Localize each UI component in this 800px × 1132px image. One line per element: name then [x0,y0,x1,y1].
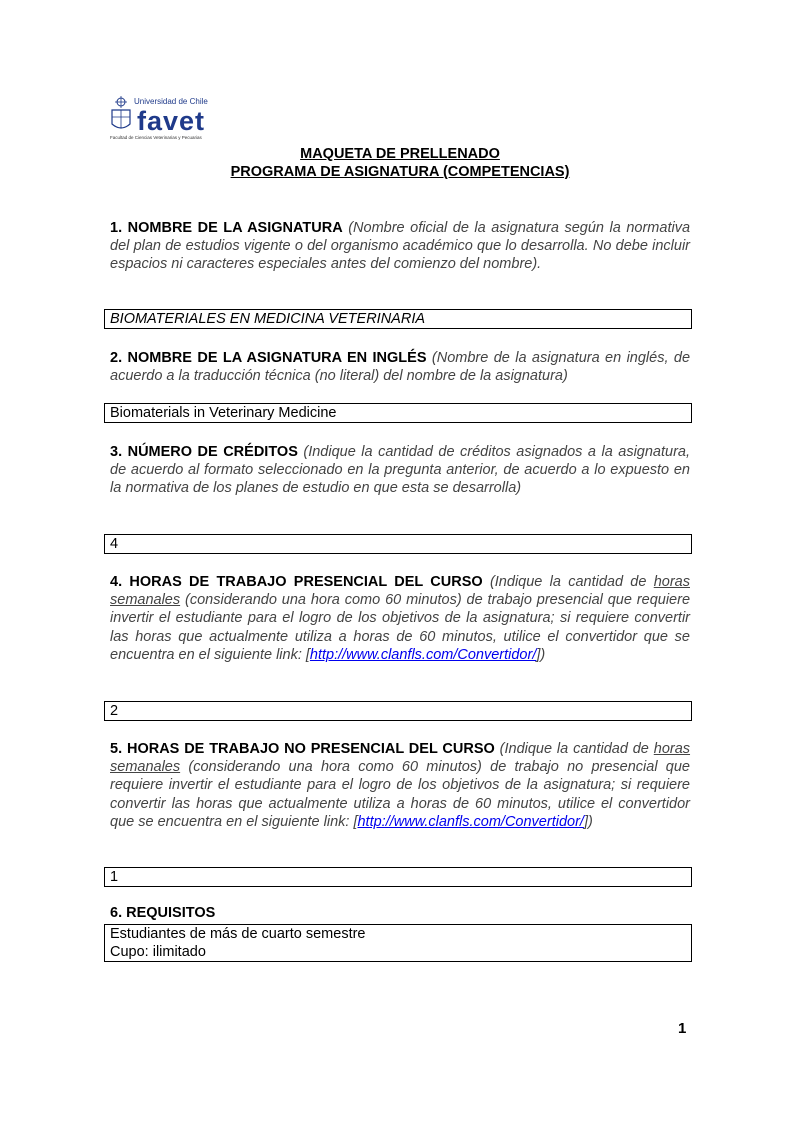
description-part: ]) [536,646,546,663]
requisitos-field[interactable] [104,924,692,962]
description-part: (Indique la cantidad de [489,574,647,590]
faculty-subtitle: Facultad de Ciencias Veterinarias y Pecuarias [110,135,202,140]
subject-name-field[interactable]: BIOMATERIALES EN MEDICINA VETERINARIA [104,309,692,329]
presential-hours-field[interactable]: 2 [104,701,692,721]
section-5 [110,740,690,831]
university-seal-icon [110,96,132,132]
section-description: (Indique la cantidad de créditos asignados a la asignatura, de acuerdo al formato seleccionado en la pregunta anterior, de acuerdo a lo expuesto en la normativa de los planes de estudio en que esta se desarrolla) [110,444,691,497]
section-4 [110,573,690,664]
weekly-hours-underline: horas semanales [110,574,690,609]
credits-field[interactable]: 4 [104,534,692,554]
non-presential-hours-field[interactable]: 1 [104,867,692,887]
description-part: (Indique la cantidad de [499,741,649,757]
description-part: (considerando una hora como 60 minutos) de trabajo no presencial que requiere invertir el estudiante para el logro de los objetivos de la asignatura; si requiere convertir las horas que actualmente utiliza a horas de 60 minutos, utilice el convertidor que se encuentra en el siguiente link: [ [110,759,690,830]
section-heading: NOMBRE DE LA ASIGNATURA EN INGLÉS [127,350,427,366]
section-description: (Nombre oficial de la asignatura según la normativa del plan de estudios vigente o del organismo académico que lo desarrolla. No debe incluir espacios ni caracteres especiales antes del comienzo del nombre). [110,220,691,273]
weekly-hours-underline: horas semanales [110,741,691,776]
section-number: 1. [110,220,123,236]
description-part: ]) [583,813,593,830]
requisitos-line: Estudiantes de más de cuarto semestre [110,926,366,942]
university-name: Universidad de Chile [134,97,208,106]
section-heading: HORAS DE TRABAJO PRESENCIAL DEL CURSO [129,574,483,590]
requisitos-heading: 6. REQUISITOS [110,905,216,921]
document-subtitle: PROGRAMA DE ASIGNATURA (COMPETENCIAS) [230,164,570,180]
document-title: MAQUETA DE PRELLENADO [300,146,500,162]
section-heading: NOMBRE DE LA ASIGNATURA [127,220,343,236]
section-description: (Nombre de la asignatura en inglés, de acuerdo a la traducción técnica (no literal) del nombre de la asignatura) [110,350,691,385]
section-3 [110,443,690,498]
section-heading: NÚMERO DE CRÉDITOS [127,444,298,460]
section-number: 2. [110,350,123,366]
favet-logo [110,94,225,144]
section-number: 3. [110,444,123,460]
section-1 [110,219,690,274]
section-number: 5. [110,741,123,757]
converter-link[interactable]: http://www.clanfls.com/Convertidor/ [357,813,584,830]
requisitos-line: Cupo: ilimitado [110,944,206,960]
description-part: (considerando una hora como 60 minutos) de trabajo presencial que requiere invertir el estudiante para el logro de los objetivos de la asignatura; si requiere convertir las horas que actualmente utiliza a horas de 60 minutos, utilice el convertidor que se encuentra en el siguiente link: [ [110,592,691,663]
section-heading: HORAS DE TRABAJO NO PRESENCIAL DEL CURSO [126,741,495,757]
section-2 [110,349,690,385]
faculty-logo-text: favet [137,106,206,136]
converter-link[interactable]: http://www.clanfls.com/Convertidor/ [309,646,537,663]
english-name-field[interactable]: Biomaterials in Veterinary Medicine [104,403,692,423]
page-number: 1 [678,1020,687,1037]
section-number: 4. [110,574,123,590]
